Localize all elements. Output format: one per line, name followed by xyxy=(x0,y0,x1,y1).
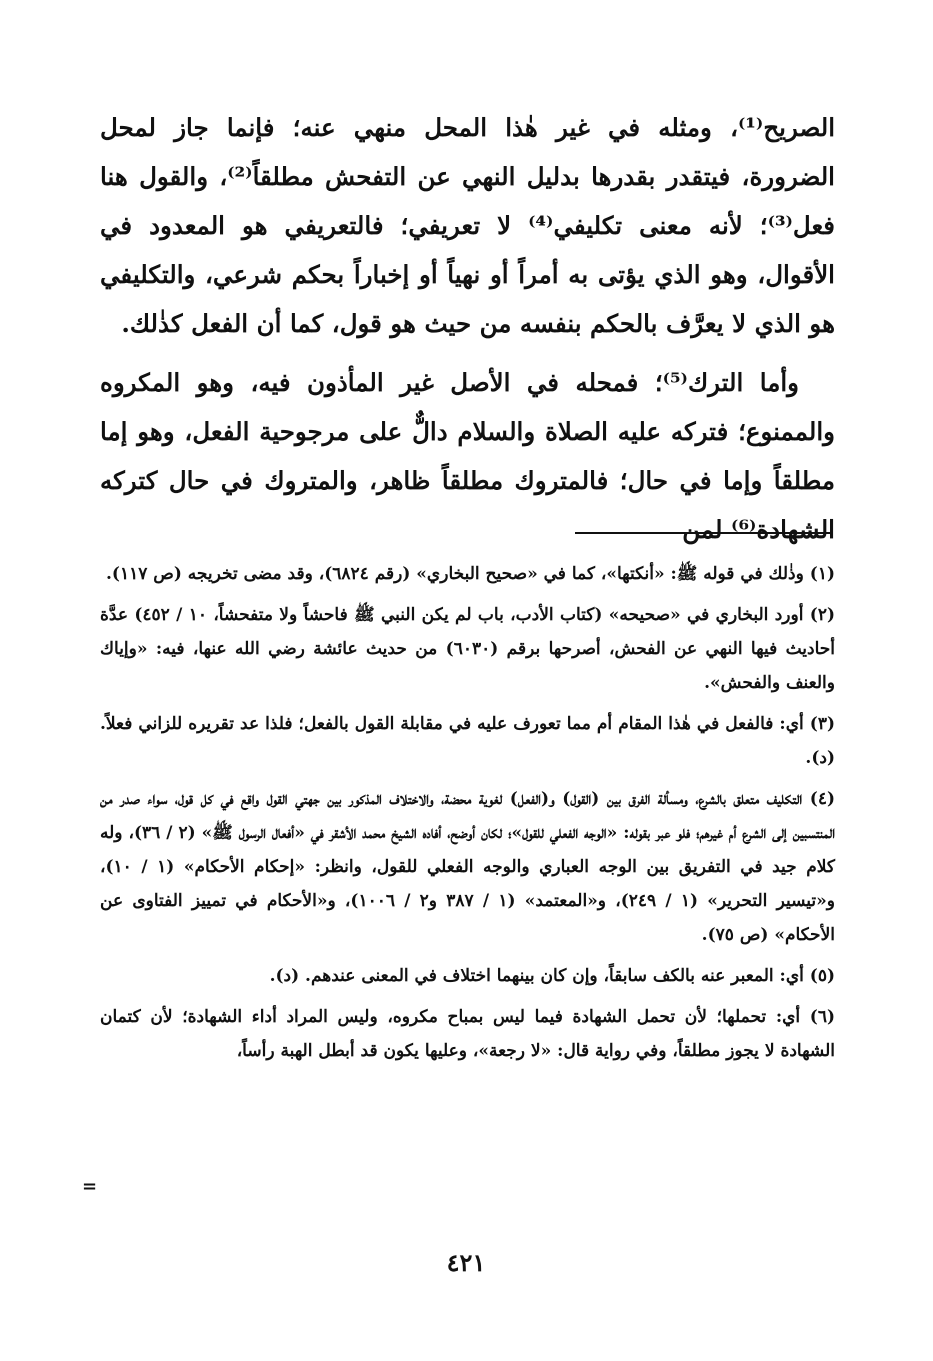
main-paragraph: وأما الترك⁽⁵⁾؛ فمحله في الأصل غير المأذون فيه، وهو المكروه والممنوع؛ فتركه عليه الصلاة والسلام دالٌّ على مرجوحية الفعل، وهو إما مطلقاً وإما في حال؛ فالمتروك مطلقاً ظاهر، والمتروك في حال كتركه الشهادة⁽⁶⁾ لمن xyxy=(100,368,835,544)
footnote: (٣) أي: فالفعل في هٰذا المقام أم مما تعورف عليه في مقابلة القول بالفعل؛ فلذا عد تقريره للزاني فعلاً. (د). xyxy=(100,714,835,768)
footnote: (٦) أي: تحملها؛ لأن تحمل الشهادة فيما ليس بمباح مكروه، وليس المراد أداء الشهادة؛ لأن كتمان الشهادة لا يجوز مطلقاً، وفي رواية قال: «لا رجعة»، وعليها يكون قد أبطل الهبة رأساً، xyxy=(100,1007,835,1061)
main-paragraph: الصريح⁽¹⁾، ومثله في غير هٰذا المحل منهي عنه؛ فإنما جاز لمحل الضرورة، فيتقدر بقدرها بدليل النهي عن التفحش مطلقاً⁽²⁾، والقول هنا فعل⁽³⁾؛ لأنه معنى تكليفي⁽⁴⁾ لا تعريفي؛ فالتعريفي هو المعدود في الأقوال، وهو الذي يؤتى به أمراً أو نهياً أو إخباراً بحكم شرعي، والتكليفي هو الذي لا يعرَّف بالحكم بنفسه من حيث هو قول، كما أن الفعل كذٰلك. xyxy=(100,113,835,338)
page-number: ٤٢١ xyxy=(446,1248,486,1277)
footnote-separator xyxy=(575,532,830,534)
footnote: (٤) التكليف متعلق بالشرع، ومسألة الفرق بين (القول) و(الفعل) لغوية محضة، والاختلاف المذكور بين جهتي القول واقع في كل قول، سواء صدر من المنتسبين إلى الشرع أم غيرهم؛ فلو عبر بقوله: «الوجه الفعلي للقول»؛ لكان أوضح، أفاده الشيخ محمد الأشقر في «أفعال الرسول ﷺ» (٢ / ٣٦)، وله كلام جيد في التفريق بين الوجه العباري والوجه الفعلي للقول، وانظر: «إحكام الأحكام» (١ / ١٠)، و«تيسير التحرير» (١ / ٢٤٩)، و«المعتمد» (١ / ٣٨٧ و٢ / ١٠٠٦)، و«الأحكام في تمييز الفتاوى عن الأحكام» (ص ٧٥). xyxy=(100,789,836,945)
main-text xyxy=(100,103,835,554)
footnote: (١) وذٰلك في قوله ﷺ: «أنكتها»، كما في «صحيح البخاري» (رقم ٦٨٢٤)، وقد مضى تخريجه (ص ١١٧). xyxy=(105,564,835,584)
footnote: (٥) أي: المعبر عنه بالكف سابقاً، وإن كان بينهما اختلاف في المعنى عندهم. (د). xyxy=(269,966,835,986)
continuation-marker: = xyxy=(82,1176,98,1197)
footnotes xyxy=(100,557,835,1075)
footnote: (٢) أورد البخاري في «صحيحه» (كتاب الأدب، باب لم يكن النبي ﷺ فاحشاً ولا متفحشاً، ١٠ / ٤٥٢) عدَّة أحاديث فيها النهي عن الفحش، أصرحها برقم (٦٠٣٠) من حديث عائشة رضي الله عنها، فيه: «وإياك والعنف والفحش». xyxy=(100,605,836,693)
